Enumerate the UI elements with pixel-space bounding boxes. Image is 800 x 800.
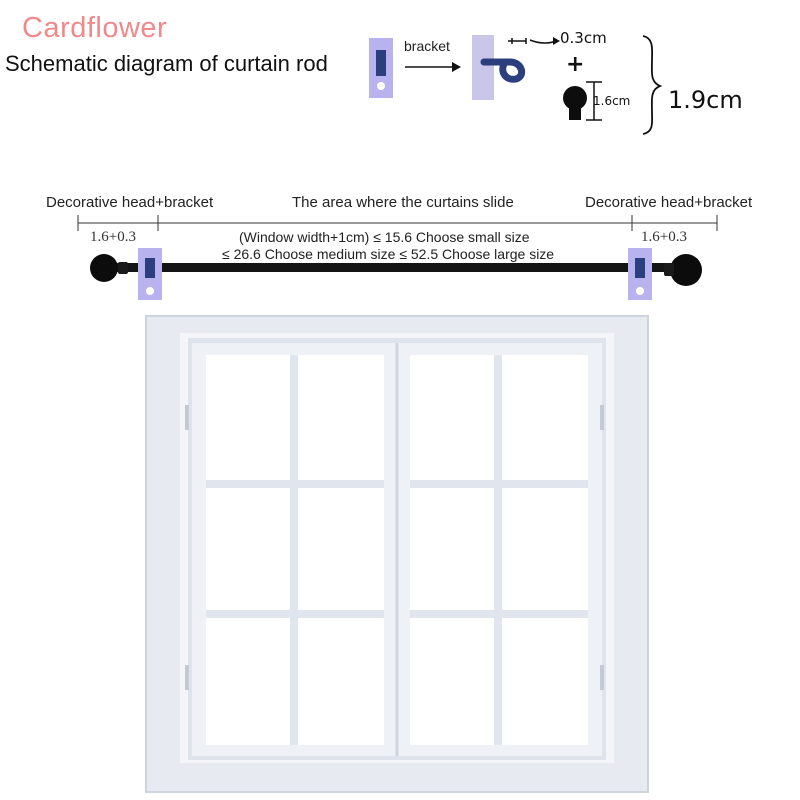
bracket-icon — [369, 38, 393, 98]
left-measure: 1.6+0.3 — [90, 229, 136, 245]
arrow-icon — [405, 62, 461, 72]
right-measure: 1.6+0.3 — [641, 229, 687, 245]
slide-area-label: The area where the curtains slide — [292, 194, 514, 211]
page-title: Schematic diagram of curtain rod — [5, 51, 328, 76]
hook-gap-label: 0.3cm — [560, 29, 607, 47]
brace-icon — [643, 36, 660, 134]
head-size-label: 1.6cm — [593, 94, 631, 108]
window — [146, 316, 648, 792]
brand-logo: Cardflower — [22, 12, 168, 44]
hook-bracket-icon — [472, 35, 560, 100]
left-head-label: Decorative head+bracket — [46, 194, 214, 211]
size-rule-line-1: (Window width+1cm) ≤ 15.6 Choose small size — [239, 229, 530, 245]
left-bracket-icon — [138, 248, 162, 300]
right-head-label: Decorative head+bracket — [585, 194, 753, 211]
bracket-label: bracket — [404, 38, 450, 54]
size-rule-line-2: ≤ 26.6 Choose medium size ≤ 52.5 Choose large size — [222, 246, 555, 262]
plus-sign: + — [566, 52, 585, 77]
right-bracket-icon — [628, 248, 652, 300]
total-size-label: 1.9cm — [668, 86, 743, 114]
